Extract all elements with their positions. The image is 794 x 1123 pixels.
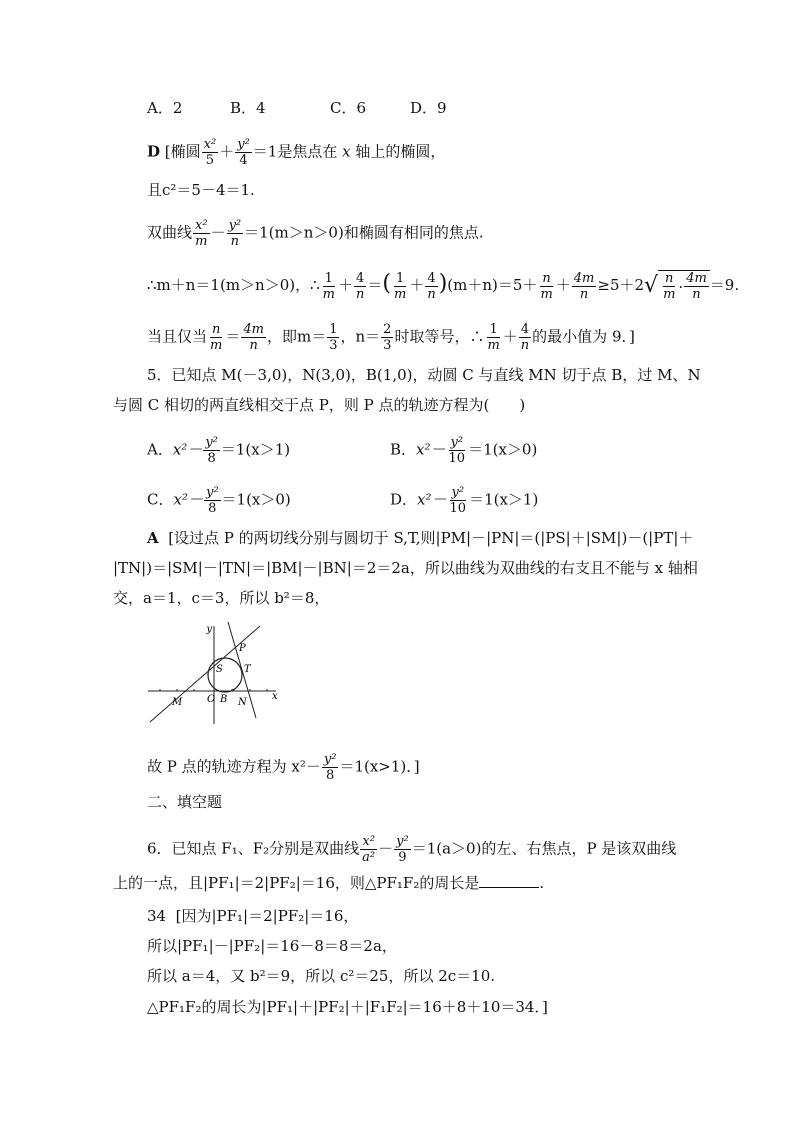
text: ∴m＋n＝1(m＞n＞0)，∴ [147, 276, 320, 294]
section-title: 二、填空题 [147, 793, 223, 811]
term: 4m [573, 270, 595, 286]
denominator [690, 287, 702, 302]
op: ＋ [502, 327, 518, 346]
denominator: 4 [239, 153, 248, 168]
term: x²－ [417, 490, 447, 509]
numerator: 1 [489, 322, 498, 337]
term: x² [203, 137, 217, 152]
term: y² [451, 485, 465, 500]
term: y² [396, 834, 409, 849]
denominator [392, 287, 408, 302]
denominator [321, 287, 337, 302]
denominator: 3 [329, 338, 338, 353]
numerator [227, 218, 244, 234]
q6-solution-line-1 [147, 906, 358, 926]
denominator [208, 338, 224, 353]
denominator [360, 850, 377, 865]
text: 故 P 点的轨迹方程为 x²－ [147, 757, 321, 776]
numerator: 4 [427, 270, 436, 286]
term: m [487, 338, 500, 353]
q5-answer-letter: A [147, 529, 159, 547]
fraction [203, 435, 220, 466]
term: n [211, 322, 221, 337]
denominator: 8 [207, 451, 216, 466]
term: m [393, 286, 407, 302]
label-x: x [272, 691, 278, 702]
q5-solution-line-3: 交，a＝1，c＝3，所以 b²＝8， [113, 589, 330, 607]
term: n [692, 287, 701, 302]
numerator: 1 [396, 270, 405, 286]
text: [椭圆 [164, 142, 201, 161]
fraction [572, 271, 597, 302]
q5-solution-line-2: |TN|)＝|SM|－|TN|＝|BM|－|BN|＝2＝2a，所以曲线为双曲线的右支且不能与 x 轴相 [113, 559, 698, 577]
numerator [684, 271, 709, 287]
fraction [360, 834, 377, 865]
denominator: 10 [449, 501, 467, 516]
fraction [661, 271, 677, 302]
label-t: T [244, 664, 251, 675]
term: n [665, 271, 674, 286]
term: m [663, 287, 676, 302]
denominator [229, 234, 241, 249]
label-b: B [220, 694, 228, 705]
text: ＝1(a＞0)的左、右焦点，P 是该双曲线 [411, 839, 677, 858]
denominator: 10 [448, 451, 466, 466]
q6-solution-line-2: 所以|PF₁|－|PF₂|＝16－8＝8＝2a， [147, 937, 397, 955]
square-root [644, 270, 710, 302]
numerator [193, 218, 210, 234]
var: x [342, 142, 351, 161]
fraction [204, 485, 221, 516]
q4-answer-letter: D [147, 142, 161, 161]
text: 当且仅当 [147, 327, 208, 346]
numerator [204, 485, 221, 501]
denominator [538, 287, 554, 302]
label-p: P [239, 643, 246, 654]
term: n [520, 338, 530, 353]
term: x²－ [172, 440, 203, 459]
fraction [538, 271, 554, 302]
text: 的最小值为 9．] [532, 327, 635, 346]
op: ＋ [409, 276, 425, 294]
term: x²－ [416, 440, 446, 459]
denominator [485, 338, 501, 353]
fraction [392, 271, 408, 302]
text: ，n＝ [340, 327, 381, 346]
term: y² [450, 435, 464, 450]
label-m: M [172, 697, 183, 708]
fraction [235, 137, 252, 168]
text: ＝ [367, 276, 383, 294]
term: x²－ [173, 490, 203, 509]
numerator: 1 [329, 322, 338, 337]
circle-c [208, 658, 242, 692]
radicand: $\frac{n}{m}$ · $\frac{4m}{n}$ [658, 270, 710, 302]
text: ＝1(x＞0) [221, 490, 291, 509]
text: ＝9. [709, 276, 740, 294]
term: n [249, 338, 258, 353]
denominator: 8 [208, 501, 217, 516]
q6-solution-line-3: 所以 a＝4，又 b²＝9，所以 c²＝25，所以 2c＝10. [147, 967, 496, 985]
paren: ) [438, 271, 448, 296]
numerator [202, 137, 219, 153]
q5-option-a [147, 435, 290, 466]
fraction [394, 834, 411, 865]
text: ＝1(x＞1) [220, 440, 291, 459]
denominator [247, 338, 259, 353]
fraction [322, 752, 339, 783]
fraction [684, 271, 709, 302]
numerator [322, 752, 339, 768]
term: a² [362, 850, 376, 865]
q4-option-a: A．2 [147, 99, 183, 117]
label-y: y [206, 624, 212, 635]
q4-solution-line-3 [147, 218, 484, 249]
term: n [356, 286, 365, 302]
q5-stem-line-1: 5．已知点 M(－3,0)，N(3,0)，B(1,0)，动圆 C 与直线 MN 切于点 B，过 M、N [147, 366, 701, 384]
radical-sign: √ [644, 273, 659, 298]
term: 4m [686, 271, 707, 286]
term: n [427, 286, 436, 302]
q6-stem-line-2 [113, 873, 544, 893]
q6-stem-line-1 [147, 834, 676, 865]
q4-option-b: B．4 [230, 99, 266, 117]
numerator [450, 485, 467, 501]
numerator [235, 137, 252, 153]
denominator [425, 287, 437, 302]
numerator [210, 322, 222, 338]
q4-solution-line-5: 当且仅当 $\frac{n}{m}$ ＝ $\frac{4m}{n}$ ，即m＝ $\frac{1}{3}$ ，n＝ $\frac{2}{3}$ 时取等号，∴ $\frac{1}{m}$ ＋ $\frac{4}{n}$ 的最小值为 9．] [147, 322, 635, 353]
term: y² [205, 435, 218, 450]
numerator: 2 [383, 322, 392, 337]
q4-option-c: C．6 [330, 99, 367, 117]
text: ＝1(x>1)．] [339, 757, 420, 776]
op: ＋ [219, 142, 235, 161]
text: ＝1(x＞1) [469, 490, 539, 509]
numerator [203, 435, 220, 451]
term: n [230, 234, 240, 249]
denominator [661, 287, 677, 302]
term: y² [228, 218, 242, 233]
q6-solution-line-4: △PF₁F₂的周长为|PF₁|＋|PF₂|＋|F₁F₂|＝16＋8＋10＝34．] [147, 998, 548, 1016]
q6-answer: 34 [147, 907, 167, 925]
denominator [354, 287, 366, 302]
denominator [193, 234, 209, 249]
fraction [354, 271, 366, 302]
text: 6．已知点 F₁、F₂分别是双曲线 [147, 839, 360, 858]
op: － [378, 839, 394, 858]
q5-option-d [390, 485, 538, 516]
text: . [539, 874, 545, 892]
denominator: 5 [205, 153, 215, 168]
numerator: 1 [324, 270, 333, 286]
text: 轴上的椭圆， [355, 142, 446, 161]
text: ≥5＋2 [597, 276, 645, 294]
term: y² [237, 137, 250, 152]
term: m [195, 234, 208, 249]
numerator [540, 271, 552, 287]
numerator: 4 [520, 322, 530, 337]
numerator [663, 271, 675, 287]
term: x² [362, 834, 375, 849]
denominator: 8 [326, 768, 335, 783]
denominator: 3 [383, 338, 392, 353]
text: (m＋n)＝5＋ [447, 276, 538, 294]
tangent-circle-figure [148, 622, 283, 724]
numerator [360, 834, 377, 850]
term: m [540, 286, 553, 302]
term: m [322, 286, 335, 302]
text: [设过点 P 的两切线分别与圆切于 S,T,则|PM|－|PN|＝(|PS|＋|SM|)－(|PT|＋ [168, 529, 694, 547]
op: ＋ [337, 276, 353, 294]
label: D． [390, 490, 418, 509]
text: 上的一点，且|PF₁|＝2|PF₂|＝16，则△PF₁F₂的周长是 [113, 874, 480, 892]
term: y² [323, 752, 337, 767]
text: 时取等号，∴ [394, 327, 485, 346]
term: y² [205, 485, 219, 500]
numerator [394, 834, 411, 850]
label-n: N [238, 697, 247, 708]
text: ，即m＝ [266, 327, 327, 346]
term: n [542, 270, 551, 286]
op: － [210, 223, 226, 242]
label-s: S [216, 664, 223, 675]
paren: ( [382, 271, 391, 296]
fraction [241, 322, 266, 353]
text: 双曲线 [147, 223, 193, 242]
fraction [327, 322, 339, 353]
fraction [447, 435, 468, 466]
fraction [485, 322, 501, 353]
q4-solution-line-1 [147, 137, 445, 168]
label-o: O [207, 694, 216, 705]
numerator [241, 322, 266, 338]
q4-solution-line-2: 且c²＝5－4＝1. [147, 181, 255, 199]
term: 4m [243, 322, 264, 337]
q5-option-b [390, 435, 537, 466]
q4-solution-line-4 [147, 270, 739, 302]
text: ＝1是焦点在 [252, 142, 338, 161]
q4-option-d: D．9 [410, 99, 447, 117]
q5-stem-line-2: 与圆 C 相切的两直线相交于点 P，则 P 点的轨迹方程为( ) [113, 396, 526, 414]
q5-conclusion [147, 752, 420, 783]
numerator [449, 435, 466, 451]
fraction [448, 485, 469, 516]
fraction [321, 271, 337, 302]
text: [因为|PF₁|＝2|PF₂|＝16， [175, 907, 359, 925]
label: C． [147, 490, 174, 509]
op: ＋ [555, 276, 571, 294]
term: x² [195, 218, 208, 233]
text: ＝1(m＞n＞0)和椭圆有相同的焦点. [244, 223, 484, 242]
answer-blank[interactable] [479, 873, 539, 888]
denominator [519, 338, 531, 353]
denominator [578, 287, 590, 302]
label: A． [147, 440, 173, 459]
numerator: 4 [356, 270, 365, 286]
q5-option-c [147, 485, 291, 516]
denominator: 9 [398, 850, 407, 865]
q5-solution-line-1 [147, 528, 693, 548]
fraction [381, 322, 393, 353]
fraction [227, 218, 244, 249]
label: B． [390, 440, 417, 459]
fraction [202, 137, 219, 168]
fraction [425, 271, 437, 302]
term: m [210, 338, 223, 353]
fraction [193, 218, 210, 249]
fraction [208, 322, 224, 353]
term: n [579, 286, 589, 302]
fraction [519, 322, 531, 353]
numerator [572, 271, 597, 287]
text: ＝1(x＞0) [468, 440, 538, 459]
